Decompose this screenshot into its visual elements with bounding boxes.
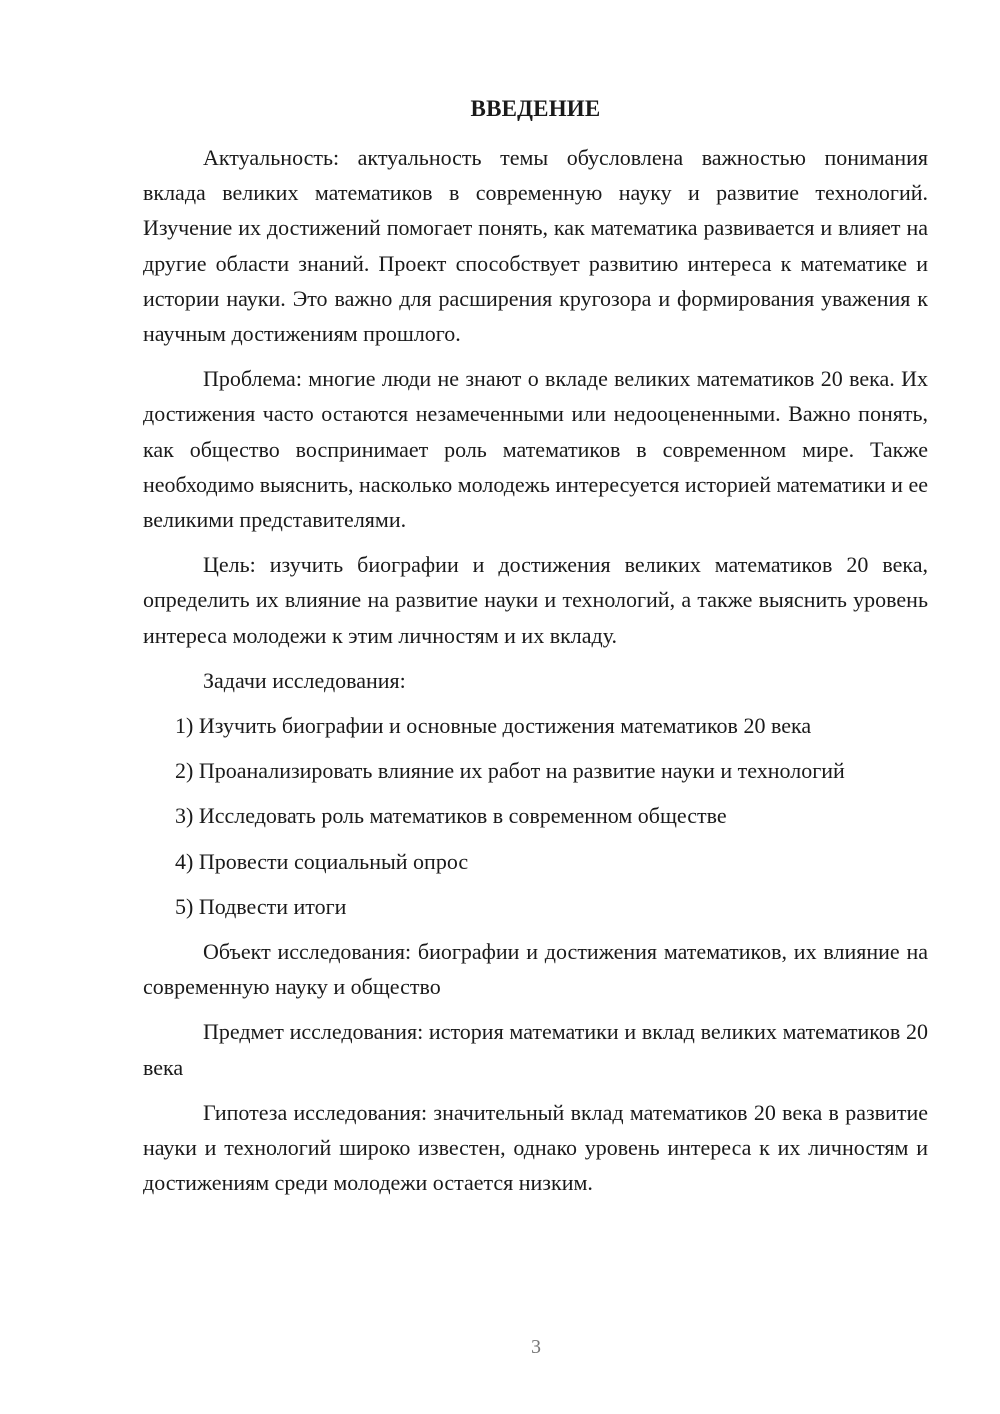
problem-paragraph: Проблема: многие люди не знают о вкладе великих математиков 20 века. Их достижения часто остаются незамеченными или недооцененными. Важно понять, как общество воспринимает роль математиков в современном мире. Также необходимо выяснить, насколько молодежь интересуется историей математики и ее великими представителями. xyxy=(143,366,928,533)
section-title: ВВЕДЕНИЕ xyxy=(470,96,601,121)
goal-paragraph: Цель: изучить биографии и достижения великих математиков 20 века, определить их влияние на развитие науки и технологий, а также выяснить уровень интереса молодежи к этим личностям и их вкладу. xyxy=(143,552,928,648)
object-paragraph: Объект исследования: биографии и достижения математиков, их влияние на современную науку и общество xyxy=(143,939,928,1000)
hypothesis-paragraph: Гипотеза исследования: значительный вклад математиков 20 века в развитие науки и технологий широко известен, однако уровень интереса к их личностям и достижениям среди молодежи остается низким. xyxy=(143,1099,928,1196)
tasks-heading: Задачи исследования: xyxy=(203,667,406,693)
task-item: 2) Проанализировать влияние их работ на развитие науки и технологий xyxy=(175,758,845,784)
page-number: 3 xyxy=(531,1336,541,1358)
subject-paragraph: Предмет исследования: история математики и вклад великих математиков 20 века xyxy=(143,1019,928,1080)
task-item: 1) Изучить биографии и основные достижения математиков 20 века xyxy=(175,713,812,739)
page-content xyxy=(143,94,928,1210)
task-item: 3) Исследовать роль математиков в современном обществе xyxy=(175,803,727,829)
relevance-paragraph: Актуальность: актуальность темы обусловлена важностью понимания вклада великих математиков в современную науку и развитие технологий. Изучение их достижений помогает понять, как математика развивается и влияет на другие области знаний. Проект способствует развитию интереса к математике и истории науки. Это важно для расширения кругозора и формирования уважения к научным достижениям прошлого. xyxy=(143,145,928,347)
task-item: 4) Провести социальный опрос xyxy=(175,848,469,874)
task-item: 5) Подвести итоги xyxy=(175,893,347,919)
